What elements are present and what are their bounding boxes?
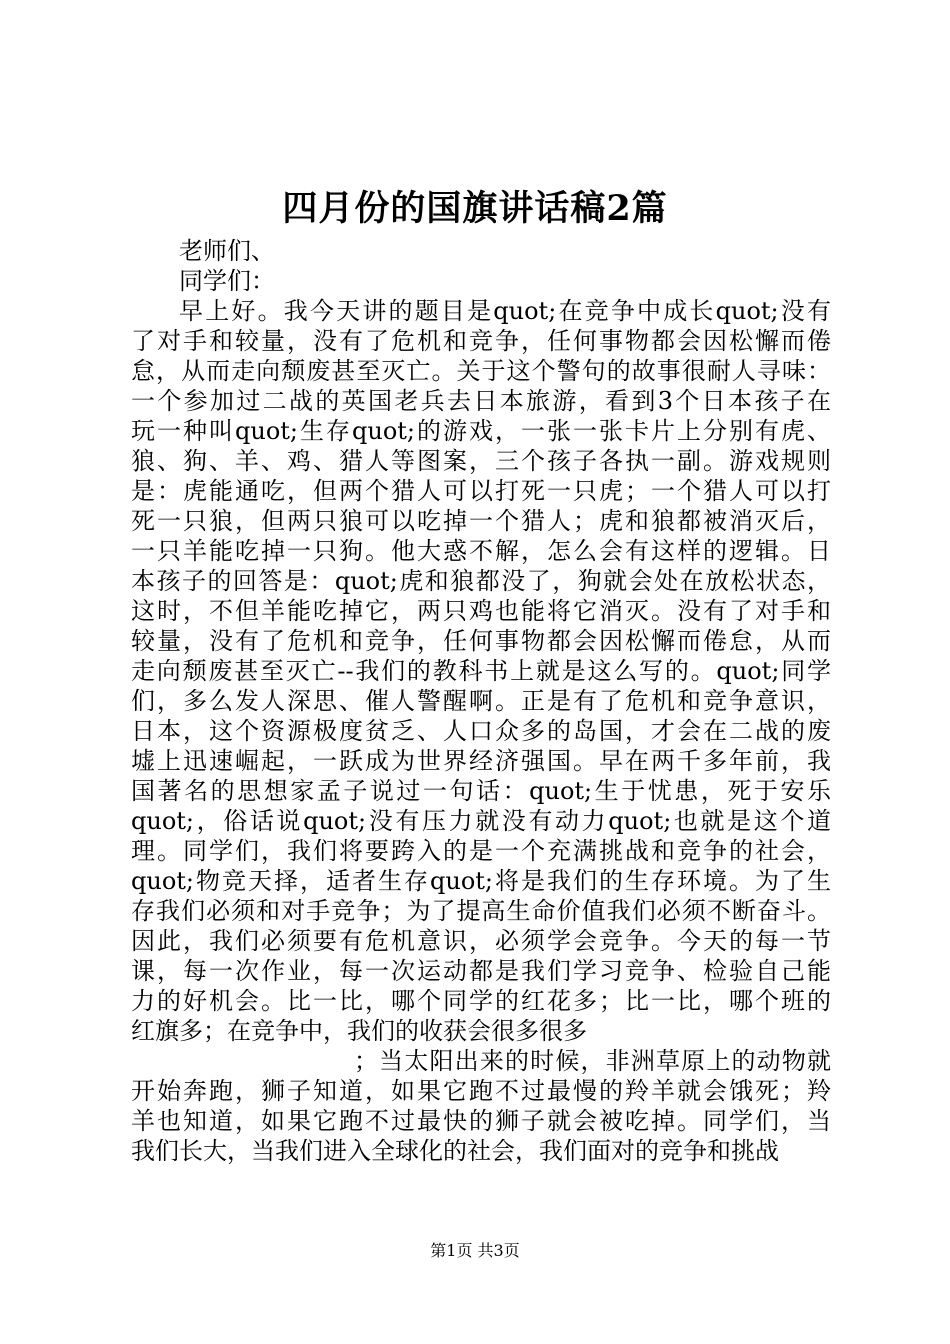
salutation-teachers: 老师们、 xyxy=(179,237,275,265)
paragraph-2 xyxy=(131,1046,831,1166)
text-line: 怠，从而走向颓废甚至灭亡。关于这个警句的故事很耐人寻味： xyxy=(131,357,831,385)
text-line: 玩一种叫quot;生存quot;的游戏，一张一张卡片上分别有虎、 xyxy=(131,417,831,445)
page-number-footer: 第1页 共3页 xyxy=(430,1241,520,1260)
text-line: 日本，这个资源极度贫乏、人口众多的岛国，才会在二战的废 xyxy=(131,717,831,745)
text-line: 们，多么发人深思、催人警醒啊。正是有了危机和竞争意识， xyxy=(131,687,831,715)
page-title: 四月份的国旗讲话稿2篇 xyxy=(282,188,668,229)
text-line: 因此，我们必须要有危机意识，必须学会竞争。今天的每一节 xyxy=(131,927,831,955)
text-line: 理。同学们，我们将要跨入的是一个充满挑战和竞争的社会， xyxy=(131,837,831,865)
text-line: 一个参加过二战的英国老兵去日本旅游，看到3个日本孩子在 xyxy=(131,387,831,415)
text-line: 存我们必须和对手竞争；为了提高生命价值我们必须不断奋斗。 xyxy=(131,897,831,925)
text-line: ；当太阳出来的时候，非洲草原上的动物就 xyxy=(354,1047,831,1075)
text-line: quot;，俗话说quot;没有压力就没有动力quot;也就是这个道 xyxy=(131,807,831,835)
text-line: 红旗多；在竞争中，我们的收获会很多很多 xyxy=(131,1017,587,1045)
text-line: 我们长大，当我们进入全球化的社会，我们面对的竞争和挑战 xyxy=(131,1137,779,1165)
text-line: 死一只狼，但两只狼可以吃掉一个猎人；虎和狼都被消灭后， xyxy=(131,507,831,535)
text-line: 是：虎能通吃，但两个猎人可以打死一只虎；一个猎人可以打 xyxy=(131,477,831,505)
text-line: 一只羊能吃掉一只狗。他大惑不解，怎么会有这样的逻辑。日 xyxy=(131,537,831,565)
text-line: 狼、狗、羊、鸡、猎人等图案，三个孩子各执一副。游戏规则 xyxy=(131,447,831,475)
text-line: quot;物竞天择，适者生存quot;将是我们的生存环境。为了生 xyxy=(131,867,831,895)
document-body xyxy=(131,236,831,1166)
text-line: 开始奔跑，狮子知道，如果它跑不过最慢的羚羊就会饿死；羚 xyxy=(131,1077,831,1105)
text-line: 了对手和较量，没有了危机和竞争，任何事物都会因松懈而倦 xyxy=(131,327,831,355)
text-line: 本孩子的回答是：quot;虎和狼都没了，狗就会处在放松状态， xyxy=(131,567,831,595)
text-line: 较量，没有了危机和竞争，任何事物都会因松懈而倦怠，从而 xyxy=(131,627,831,655)
paragraph-1 xyxy=(131,296,831,1046)
text-line: 走向颓废甚至灭亡--我们的教科书上就是这么写的。quot;同学 xyxy=(131,657,831,685)
text-line: 早上好。我今天讲的题目是quot;在竞争中成长quot;没有 xyxy=(179,297,831,325)
text-line: 羊也知道，如果它跑不过最快的狮子就会被吃掉。同学们，当 xyxy=(131,1107,831,1135)
text-line: 这时，不但羊能吃掉它，两只鸡也能将它消灭。没有了对手和 xyxy=(131,597,831,625)
text-line: 墟上迅速崛起，一跃成为世界经济强国。早在两千多年前，我 xyxy=(131,747,831,775)
text-line: 力的好机会。比一比，哪个同学的红花多；比一比，哪个班的 xyxy=(131,987,831,1015)
salutation-students: 同学们： xyxy=(179,267,275,295)
text-line: 国著名的思想家孟子说过一句话：quot;生于忧患，死于安乐 xyxy=(131,777,831,805)
text-line: 课，每一次作业，每一次运动都是我们学习竞争、检验自己能 xyxy=(131,957,831,985)
